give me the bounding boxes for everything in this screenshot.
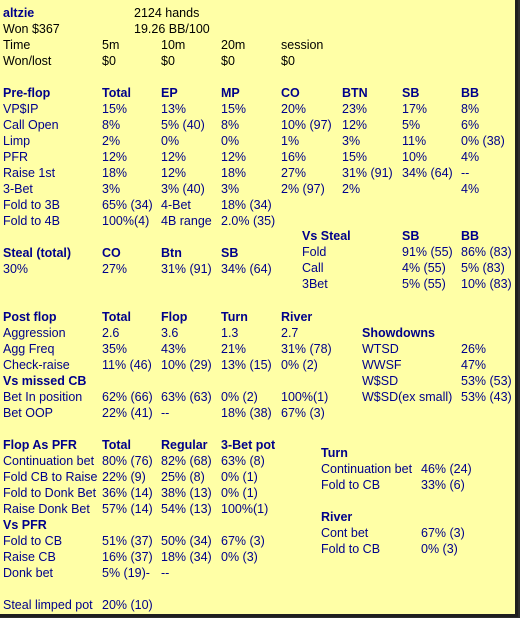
time-session: session (281, 38, 324, 52)
preflop-cell: 27% (281, 166, 307, 180)
showdown-row-label: WTSD (362, 342, 399, 356)
river-value: 67% (3) (421, 526, 465, 540)
preflop-cell: -- (461, 166, 470, 180)
postflop-cell: 3.6 (161, 326, 179, 340)
vs-steal-col-sb: SB (402, 229, 420, 243)
preflop-cell: 12% (221, 150, 247, 164)
preflop-cell: 6% (461, 118, 480, 132)
vs-pfr-cell: 67% (3) (221, 534, 265, 548)
postflop-row-label: Aggression (3, 326, 66, 340)
preflop-col-ep: EP (161, 86, 178, 100)
postflop-col-total: Total (102, 310, 131, 324)
preflop-cell: 10% (402, 150, 428, 164)
postflop-cell: 11% (46) (102, 358, 152, 372)
missed-cb-row-label: Bet OOP (3, 406, 54, 420)
postflop-row-label: Agg Freq (3, 342, 55, 356)
preflop-cell: 11% (402, 134, 427, 148)
preflop-cell: 0% (38) (461, 134, 505, 148)
preflop-col-co: CO (281, 86, 300, 100)
vs-steal-sb-value: 91% (55) (402, 245, 453, 259)
preflop-cell: 16% (281, 150, 307, 164)
preflop-cell: 2% (102, 134, 121, 148)
wonlost-5m: $0 (102, 54, 116, 68)
bb-per-100: 19.26 BB/100 (134, 22, 210, 36)
turn-title: Turn (321, 446, 348, 460)
flop-pfr-title: Flop As PFR (3, 438, 77, 452)
time-10m: 10m (161, 38, 186, 52)
missed-cb-cell: -- (161, 406, 170, 420)
preflop-cell: 18% (221, 166, 247, 180)
preflop-cell: 3% (40) (161, 182, 205, 196)
vs-steal-row-label: Call (302, 261, 324, 275)
postflop-cell: 21% (221, 342, 247, 356)
postflop-col-turn: Turn (221, 310, 248, 324)
missed-cb-cell: 63% (63) (161, 390, 212, 404)
vs-steal-bb-value: 5% (83) (461, 261, 505, 275)
postflop-col-flop: Flop (161, 310, 188, 324)
steal-limped-value: 20% (10) (102, 598, 153, 612)
preflop-cell: 15% (102, 102, 128, 116)
flop-pfr-cell: 82% (68) (161, 454, 212, 468)
preflop-row-label: PFR (3, 150, 28, 164)
preflop-cell: 34% (64) (402, 166, 453, 180)
preflop-cell: 12% (102, 150, 128, 164)
turn-row-label: Fold to CB (321, 478, 381, 492)
showdown-value: 47% (461, 358, 487, 372)
vs-steal-sb-value: 4% (55) (402, 261, 446, 275)
showdown-row-label: W$SD(ex small) (362, 390, 453, 404)
vs-pfr-cell: 5% (19)- (102, 566, 150, 580)
vs-pfr-row-label: Raise CB (3, 550, 56, 564)
flop-pfr-cell: 25% (8) (161, 470, 205, 484)
vs-pfr-row-label: Donk bet (3, 566, 54, 580)
steal-col-btn: Btn (161, 246, 182, 260)
preflop-cell: 10% (97) (281, 118, 332, 132)
flop-pfr-cell: 36% (14) (102, 486, 153, 500)
flop-pfr-row-label: Fold CB to Raise (3, 470, 98, 484)
showdown-value: 53% (43) (461, 390, 512, 404)
flop-pfr-col-total: Total (102, 438, 131, 452)
vs-pfr-cell: 18% (34) (161, 550, 212, 564)
showdown-row-label: WWSF (362, 358, 402, 372)
missed-cb-cell: 22% (41) (102, 406, 153, 420)
preflop-row-label: Call Open (3, 118, 59, 132)
preflop-cell: 1% (281, 134, 300, 148)
flop-pfr-cell: 0% (1) (221, 470, 258, 484)
missed-cb-cell: 0% (2) (221, 390, 258, 404)
preflop-col-btn: BTN (342, 86, 368, 100)
vs-pfr-cell: 0% (3) (221, 550, 258, 564)
four-bet-value: 18% (34) (221, 198, 272, 212)
fold-to-3b-label: Fold to 3B (3, 198, 60, 212)
postflop-cell: 35% (102, 342, 128, 356)
steal-col-sb: SB (221, 246, 239, 260)
vs-pfr-cell: 50% (34) (161, 534, 212, 548)
preflop-cell: 4% (461, 182, 480, 196)
preflop-cell: 3% (342, 134, 361, 148)
postflop-cell: 31% (78) (281, 342, 332, 356)
preflop-cell: 20% (281, 102, 307, 116)
preflop-row-label: VP$IP (3, 102, 39, 116)
postflop-cell: 43% (161, 342, 187, 356)
flop-pfr-cell: 54% (13) (161, 502, 212, 516)
preflop-title: Pre-flop (3, 86, 51, 100)
river-value: 0% (3) (421, 542, 458, 556)
preflop-cell: 15% (221, 102, 247, 116)
steal-total-label: Steal (total) (3, 246, 72, 260)
vs-steal-title: Vs Steal (302, 229, 351, 243)
preflop-cell: 13% (161, 102, 187, 116)
preflop-cell: 23% (342, 102, 368, 116)
preflop-cell: 5% (402, 118, 421, 132)
preflop-col-sb: SB (402, 86, 420, 100)
wonlost-10m: $0 (161, 54, 175, 68)
four-bet-range-label: 4B range (161, 214, 212, 228)
postflop-cell: 0% (2) (281, 358, 318, 372)
missed-cb-cell: 62% (66) (102, 390, 153, 404)
flop-pfr-col-3bet: 3-Bet pot (221, 438, 276, 452)
vs-steal-row-label: 3Bet (302, 277, 328, 291)
postflop-cell: 2.6 (102, 326, 120, 340)
hands-count: 2124 hands (134, 6, 200, 20)
preflop-cell: 0% (221, 134, 240, 148)
four-bet-label: 4-Bet (161, 198, 191, 212)
vs-pfr-cell: 16% (37) (102, 550, 153, 564)
flop-pfr-row-label: Raise Donk Bet (3, 502, 90, 516)
vs-pfr-cell: -- (161, 566, 170, 580)
preflop-row-label: Limp (3, 134, 31, 148)
vs-steal-row-label: Fold (302, 245, 327, 259)
preflop-cell: 8% (461, 102, 480, 116)
preflop-cell: 12% (161, 150, 187, 164)
preflop-col-total: Total (102, 86, 131, 100)
wonlost-20m: $0 (221, 54, 235, 68)
preflop-col-bb: BB (461, 86, 480, 100)
preflop-cell: 3% (102, 182, 121, 196)
preflop-row-label: Raise 1st (3, 166, 56, 180)
preflop-col-mp: MP (221, 86, 240, 100)
river-title: River (321, 510, 353, 524)
preflop-cell: 5% (40) (161, 118, 205, 132)
vs-pfr-title: Vs PFR (3, 518, 47, 532)
time-5m: 5m (102, 38, 120, 52)
vs-missed-cb-title: Vs missed CB (3, 374, 87, 388)
vs-steal-sb-value: 5% (55) (402, 277, 446, 291)
flop-pfr-cell: 0% (1) (221, 486, 258, 500)
steal-sb-value: 34% (64) (221, 262, 272, 276)
postflop-row-label: Check-raise (3, 358, 70, 372)
preflop-cell: 3% (221, 182, 240, 196)
preflop-cell: 12% (161, 166, 187, 180)
flop-pfr-cell: 80% (76) (102, 454, 153, 468)
flop-pfr-cell: 38% (13) (161, 486, 212, 500)
steal-col-co: CO (102, 246, 121, 260)
preflop-row-label: 3-Bet (3, 182, 33, 196)
preflop-cell: 12% (342, 118, 368, 132)
time-20m: 20m (221, 38, 246, 52)
preflop-cell: 2% (342, 182, 361, 196)
time-label: Time (3, 38, 31, 52)
flop-pfr-cell: 57% (14) (102, 502, 153, 516)
preflop-cell: 4% (461, 150, 480, 164)
showdown-value: 26% (461, 342, 487, 356)
flop-pfr-cell: 100%(1) (221, 502, 269, 516)
fold-to-4b-label: Fold to 4B (3, 214, 60, 228)
flop-pfr-cell: 63% (8) (221, 454, 265, 468)
missed-cb-row-label: Bet In position (3, 390, 83, 404)
fold-to-3b-total: 65% (34) (102, 198, 153, 212)
preflop-cell: 18% (102, 166, 128, 180)
showdown-value: 53% (53) (461, 374, 512, 388)
flop-pfr-row-label: Continuation bet (3, 454, 95, 468)
steal-btn-value: 31% (91) (161, 262, 212, 276)
showdowns-title: Showdowns (362, 326, 435, 340)
flop-pfr-col-regular: Regular (161, 438, 208, 452)
missed-cb-cell: 100%(1) (281, 390, 329, 404)
turn-value: 33% (6) (421, 478, 465, 492)
flop-pfr-row-label: Fold to Donk Bet (3, 486, 97, 500)
turn-row-label: Continuation bet (321, 462, 413, 476)
preflop-cell: 2% (97) (281, 182, 325, 196)
preflop-cell: 8% (102, 118, 121, 132)
turn-value: 46% (24) (421, 462, 472, 476)
four-bet-range-value: 2.0% (35) (221, 214, 276, 228)
vs-pfr-row-label: Fold to CB (3, 534, 63, 548)
player-name: altzie (3, 6, 35, 20)
preflop-cell: 15% (342, 150, 368, 164)
postflop-title: Post flop (3, 310, 57, 324)
wonlost-label: Won/lost (3, 54, 52, 68)
won-amount: Won $367 (3, 22, 60, 36)
postflop-cell: 13% (15) (221, 358, 272, 372)
missed-cb-cell: 67% (3) (281, 406, 325, 420)
postflop-cell: 1.3 (221, 326, 239, 340)
wonlost-session: $0 (281, 54, 295, 68)
steal-total-value: 30% (3, 262, 29, 276)
vs-steal-bb-value: 10% (83) (461, 277, 512, 291)
showdown-row-label: W$SD (362, 374, 399, 388)
missed-cb-cell: 18% (38) (221, 406, 272, 420)
steal-limped-label: Steal limped pot (3, 598, 93, 612)
flop-pfr-cell: 22% (9) (102, 470, 146, 484)
steal-co-value: 27% (102, 262, 128, 276)
postflop-cell: 10% (29) (161, 358, 212, 372)
preflop-cell: 17% (402, 102, 428, 116)
river-row-label: Cont bet (321, 526, 369, 540)
vs-steal-bb-value: 86% (83) (461, 245, 512, 259)
vs-steal-col-bb: BB (461, 229, 480, 243)
preflop-cell: 8% (221, 118, 240, 132)
fold-to-4b-total: 100%(4) (102, 214, 150, 228)
preflop-cell: 31% (91) (342, 166, 393, 180)
preflop-cell: 0% (161, 134, 180, 148)
postflop-cell: 2.7 (281, 326, 299, 340)
postflop-col-river: River (281, 310, 313, 324)
vs-pfr-cell: 51% (37) (102, 534, 153, 548)
river-row-label: Fold to CB (321, 542, 381, 556)
